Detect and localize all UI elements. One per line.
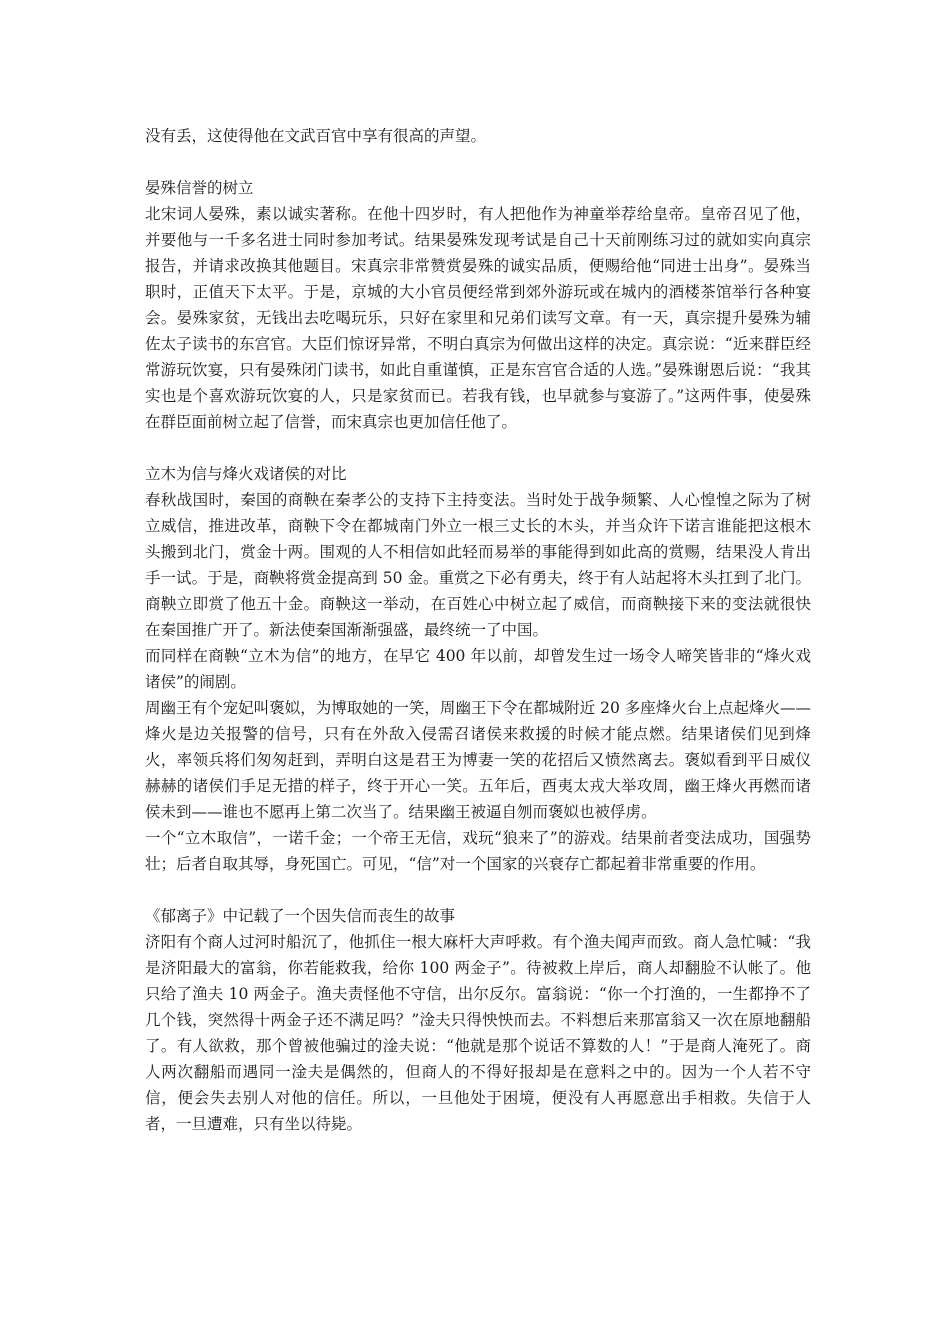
section-paragraph: 北宋词人晏殊，素以诚实著称。在他十四岁时，有人把他作为神童举荐给皇帝。皇帝召见了他，并要他与一千多名进士同时参加考试。结果晏殊发现考试是自己十天前刚练习过的就如实向真宗报告，并请求改换其他题目。宋真宗非常赞赏晏殊的诚实品质，便赐给他“同进士出身”。晏殊当职时，正值天下太平。于是，京城的大小官员便经常到郊外游玩或在城内的酒楼茶馆举行各种宴会。晏殊家贫，无钱出去吃喝玩乐，只好在家里和兄弟们读写文章。有一天，真宗提升晏殊为辅佐太子读书的东宫官。大臣们惊讶异常，不明白真宗为何做出这样的决定。真宗说：“近来群臣经常游玩饮宴，只有晏殊闭门读书，如此自重谨慎，正是东宫官合适的人选。”晏殊谢恩后说：“我其实也是个喜欢游玩饮宴的人，只是家贫而已。若我有钱，也早就参与宴游了。”这两件事，使晏殊在群臣面前树立起了信誉，而宋真宗也更加信任他了。 — [145, 205, 811, 431]
document-page — [145, 123, 811, 1137]
section-heading-limu: 立木为信与烽火戏诸侯的对比 — [145, 465, 347, 483]
spacer — [145, 877, 811, 903]
section-paragraph: 一个“立木取信”，一诺千金；一个帝王无信，戏玩“狼来了”的游戏。结果前者变法成功，国强势壮；后者自取其辱，身死国亡。可见，“信”对一个国家的兴衰存亡都起着非常重要的作用。 — [145, 829, 811, 873]
section-heading-yanshu: 晏殊信誉的树立 — [145, 179, 254, 197]
spacer — [145, 149, 811, 175]
section-paragraph: 周幽王有个宠妃叫褒姒，为博取她的一笑，周幽王下令在都城附近 20 多座烽火台上点起烽火——烽火是边关报警的信号，只有在外敌入侵需召诸侯来救援的时候才能点燃。结果诸侯们见到烽火，率领兵将们匆匆赶到，弄明白这是君王为博妻一笑的花招后又愤然离去。褒姒看到平日威仪赫赫的诸侯们手足无措的样子，终于开心一笑。五年后，酉夷太戎大举攻周，幽王烽火再燃而诸侯未到——谁也不愿再上第二次当了。结果幽王被逼自刎而褒姒也被俘虏。 — [145, 699, 811, 821]
section-paragraph: 而同样在商鞅“立木为信”的地方，在早它 400 年以前，却曾发生过一场令人啼笑皆非的“烽火戏诸侯”的闹剧。 — [145, 647, 811, 691]
spacer — [145, 435, 811, 461]
section-paragraph: 济阳有个商人过河时船沉了，他抓住一根大麻杆大声呼救。有个渔夫闻声而致。商人急忙喊：“我是济阳最大的富翁，你若能救我，给你 100 两金子”。待被救上岸后，商人却翻脸不认帐了。他只给了渔夫 10 两金子。渔夫责怪他不守信，出尔反尔。富翁说：“你一个打渔的，一生都挣不了几个钱，突然得十两金子还不满足吗？”淦夫只得怏怏而去。不料想后来那富翁又一次在原地翻船了。有人欲救，那个曾被他骗过的淦夫说：“他就是那个说话不算数的人！”于是商人淹死了。商人两次翻船而遇同一淦夫是偶然的，但商人的不得好报却是在意料之中的。因为一个人若不守信，便会失去别人对他的信任。所以，一旦他处于困境，便没有人再愿意出手相救。失信于人者，一旦遭难，只有坐以待毙。 — [145, 933, 811, 1133]
section-paragraph: 春秋战国时，秦国的商鞅在秦孝公的支持下主持变法。当时处于战争频繁、人心惶惶之际为了树立威信，推进改革，商鞅下令在都城南门外立一根三丈长的木头，并当众许下诺言谁能把这根木头搬到北门，赏金十两。围观的人不相信如此轻而易举的事能得到如此高的赏赐，结果没人肯出手一试。于是，商鞅将赏金提高到 50 金。重赏之下必有勇夫，终于有人站起将木头扛到了北门。商鞅立即赏了他五十金。商鞅这一举动，在百姓心中树立起了威信，而商鞅接下来的变法就很快在秦国推广开了。新法使秦国渐渐强盛，最终统一了中国。 — [145, 491, 811, 639]
section-heading-yulizi: 《郁离子》中记载了一个因失信而丧生的故事 — [145, 907, 456, 925]
intro-paragraph: 没有丢，这使得他在文武百官中享有很高的声望。 — [145, 127, 487, 145]
